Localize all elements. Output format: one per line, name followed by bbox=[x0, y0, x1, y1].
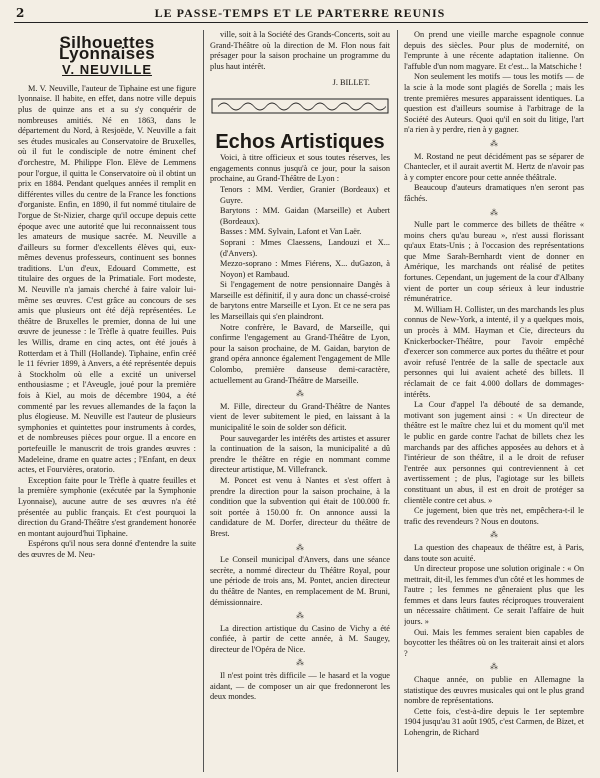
separator-asterism: ⁂ bbox=[490, 207, 498, 217]
article-paragraph: La direction artistique du Casino de Vichy a été confiée, à partir de cette année, à M. Saugey, directeur de l'Opéra de Nice. bbox=[210, 623, 390, 654]
article-paragraph: Espérons qu'il nous sera donné d'entendre la suite des œuvres de M. Neu- bbox=[18, 539, 196, 559]
decorative-ornament bbox=[210, 97, 390, 115]
column-divider bbox=[203, 30, 204, 772]
article-signature: J. BILLET. bbox=[332, 78, 370, 88]
article-paragraph: Nulle part le commerce des billets de théâtre « moins chers qu'au bureau », n'est aussi florissant qu'aux Etats-Unis ; à l'occasion des représentations que Mme Sarah-Bernhardt vient de donner en Amérique, les marchands ont réalisé de petites fortunes. Cependant, un jugement de la cour d'Albany vient de porter un coup sérieux à leur industrie rémunératrice. bbox=[404, 220, 584, 304]
list-item: Tenors : MM. Verdier, Granier (Bordeaux) et Guyre. bbox=[220, 184, 390, 205]
article-paragraph: Il n'est point très difficile — le hasard et la vogue aidant, — de composer un air que fredonneront les deux mondes. bbox=[210, 671, 390, 702]
article-paragraph: On prend une vieille marche espagnole connue depuis des siècles. Pour plus de modernité, on l'emprunte à une récente adaptation italienne. On l'affuble d'un nom magyare. Et c'est... la Matschiche ! bbox=[404, 30, 584, 71]
separator-asterism: ⁂ bbox=[296, 658, 304, 668]
article-paragraph: La Cour d'appel l'a débouté de sa demande, motivant son jugement ainsi : « Un directeur de théâtre est le maître chez lui et du moment qu'il met le public en garde contre l'achat de billets chez les marchands par des affiches apposées au dehors et à l'intérieur de son théâtre, il a le droit de refuser l'entrée aux personnes qui contreviennent à cet avertissement ; de plus, l'agiotage sur les billets constituant un abus, il est en droit de protéger sa clientèle contre cet abus. » bbox=[404, 400, 584, 505]
page-number: 2 bbox=[16, 6, 25, 20]
list-item: Barytons : MM. Gaidan (Marseille) et Aubert (Bordeaux). bbox=[220, 206, 390, 226]
article-paragraph: Un directeur propose une solution originale : « On mettrait, dit-il, les femmes d'un côté et les hommes de l'autre ; les femmes ne gêneraient plus que les femmes et dans leurs fautes réciproques trouveraient un nécessaire châtiment. Ce serait l'affaire de huit jours. » bbox=[404, 564, 584, 627]
article-paragraph: M. William H. Collister, un des marchands les plus connus de New-York, a intenté, il y a quelques mois, un procès à MM. Hayman et Cie, directeurs du Knickerbocker-Théâtre, pour l'avoir empêché d'exercer son commerce aux portes du théâtre et pour avoir refusé l'entrée de la salle de spectacle aux personnes qui lui avaient acheté des billets. Il réclamait de ce fait 4.000 dollars de dommages-intérêts. bbox=[404, 304, 584, 399]
article-paragraph: M. Poncet est venu à Nantes et s'est offert à prendre la direction pour la saison prochaine, à la condition que la subvention qui était de 100.000 fr. soit portée à 150.00 fr. On annonce aussi la candidature de M. Dorfer, directeur du théâtre de Brest. bbox=[210, 475, 390, 538]
list-item: Basses : MM. Sylvain, Lafont et Van Laër. bbox=[220, 227, 362, 237]
article-paragraph: Cette fois, c'est-à-dire depuis le 1er septembre 1904 jusqu'au 31 août 1905, c'est Carmen, de Bizet, et Lohengrin, de Richard bbox=[404, 706, 584, 737]
article-author: V. NEUVILLE bbox=[62, 62, 152, 78]
column-1 bbox=[18, 30, 196, 772]
article-paragraph: Exception faite pour le Trèfle à quatre feuilles et la première symphonie (exécutée par la Symphonie Lyonnaise), aucune autre de ses œuvres n'a été présentée au public français. Et c'est pourquoi la direction du Grand-Théâtre s'est grandement honorée en montant aujourd'hui Tiphaine. bbox=[18, 475, 196, 538]
separator-asterism: ⁂ bbox=[296, 611, 304, 621]
article-paragraph: Le Conseil municipal d'Anvers, dans une séance secrète, a nommé directeur du Théâtre Royal, pour une période de trois ans, M. Pontet, ancien directeur du théâtre de Nantes, en remplacement de M. Bruni, démissionnaire. bbox=[210, 555, 390, 607]
page-header bbox=[0, 6, 600, 28]
article-paragraph: Beaucoup d'auteurs dramatiques n'en seront pas fâchés. bbox=[404, 183, 584, 203]
separator-asterism: ⁂ bbox=[490, 662, 498, 672]
article-paragraph: Voici, à titre officieux et sous toutes réserves, les engagements connus jusqu'à ce jour, pour la saison prochaine, au Grand-Théâtre de Lyon : bbox=[210, 153, 390, 184]
article-paragraph: ville, soit à la Société des Grands-Concerts, soit au Grand-Théâtre où la direction de M. Flon nous fait présager pour la saison prochaine un programme du plus haut intérêt. bbox=[210, 30, 390, 71]
article-paragraph: M. Rostand ne peut décidément pas se séparer de Chantecler, et il aurait avertit M. Hertz de n'avoir pas à y compter encore pour cette année théâtrale. bbox=[404, 151, 584, 182]
article-paragraph: M. V. Neuville, l'auteur de Tiphaine est une figure lyonnaise. Il habite, en effet, dans notre ville depuis plus de quinze ans et a su s'y conquérir de nombreuses amitiés. Né en 1863, dans le département du Nord, à Resjoëde, V. Neuville a fait ses études musicales au Conservatoire de Bruxelles, où il fut le condisciple de notre éminent chef d'orchestre, M. Philippe Flon. Elève de Lemmens pour l'orgue, il quitta le Conservatoire où il obtint un prix en 1884. Pendant quelques années il remplit en différentes villes du centre de la France les fonctions d'organiste. Enfin, en 1890, il fut nommé titulaire de l'orgue de St-Nizier, charge qu'il occupe depuis cette époque avec une autorité que lui reconnaissent tous les amateurs de musique sacrée. M. Neuville a d'ailleurs su former d'excellents élèves qui, eux-mêmes devenus professeurs, continuent ses bonnes traditions. L'un d'eux, Edouard Commette, est titulaire des orgues de la Primatiale. Fort modeste, M. Neuville n'a jamais cherché à faire valoir lui-même ses œuvres. C'est grâce au concours de ses amis que plusieurs ont été déjà représentées. Le théâtre de Bruxelles le premier, donna de lui une œuvre de jeunesse : le Trèfle à quatre feuilles. Puis les Willis, drame en cinq actes, ont été joués à Rotterdam et à Thill (Hollande). Tiphaine, enfin créé le 11 février 1899, à Anvers, a été représentée depuis à Stockholm où elle a excité un universel enthousiasme ; et l'Aveugle, joué pour la première fois à Kiel, au mois de décembre 1904, a été commenté par les revues allemandes de la façon la plus élogieuse. M. Neuville est l'auteur de plusieurs symphonies et quintettes pour instruments à cordes, et de nombreuses pièces pour orgue. Il a encore en portefeuille le manuscrit de trois grandes œuvres : Madeleine, drame en quatre actes ; l'Enfant, en deux actes, et Fourvières, oratorio. bbox=[18, 83, 196, 475]
list-item: Soprani : Mmes Claessens, Landouzi et X... (d'Anvers). bbox=[220, 237, 390, 258]
column-divider bbox=[397, 30, 398, 772]
section-title-silhouettes: Silhouettes Lyonnaises bbox=[59, 33, 155, 63]
column-3 bbox=[404, 30, 584, 772]
engagement-list bbox=[210, 185, 390, 280]
journal-title: LE PASSE-TEMPS ET LE PARTERRE REUNIS bbox=[154, 6, 446, 20]
separator-asterism: ⁂ bbox=[490, 530, 498, 540]
article-paragraph: Notre confrère, le Bavard, de Marseille, qui confirme l'engagement au Grand-Théâtre de Lyon, pour la saison prochaine, de M. Gaidan, baryton de grand opéra annonce également l'engagement de Mlle Colombo, première danseuse demi-caractère, actuellement au Grand-Théâtre de Marseille. bbox=[210, 322, 390, 385]
article-paragraph: Non seulement les motifs — tous les motifs — de la scie à la mode sont plagiés de Sorella ; mais les trente premières mesures apparaissent identiques. La question est d'ailleurs soumise à l'arbitrage de la Société des Auteurs. Quoi qu'il en soit du litige, l'art n'a rien à y perdre, rien à y gagner. bbox=[404, 72, 584, 135]
article-paragraph: Pour sauvegarder les intérêts des artistes et assurer la continuation de la saison, la municipalité a dû prendre le théâtre en régie en nommant comme directeur artistique, M. Villefranck. bbox=[210, 433, 390, 475]
article-paragraph: Si l'engagement de notre pensionnaire Dangès à Marseille est définitif, il y aura donc un chassé-croisé de barytons entre Marseille et Lyon. Et ce ne sera pas les Marseillais qui s'en plaindront. bbox=[210, 280, 390, 322]
column-2 bbox=[210, 30, 390, 772]
article-paragraph: Oui. Mais les femmes seraient bien capables de boycotter les théâtres où on les traiterait ainsi et alors ? bbox=[404, 627, 584, 658]
separator-asterism: ⁂ bbox=[296, 542, 304, 552]
section-title-echos: Echos Artistiques bbox=[215, 130, 385, 153]
separator-asterism: ⁂ bbox=[296, 389, 304, 399]
article-paragraph: M. Fille, directeur du Grand-Théâtre de Nantes vient de lever subitement le pied, en laissant à la municipalité le soin de solder son déficit. bbox=[210, 401, 390, 432]
article-paragraph: La question des chapeaux de théâtre est, à Paris, dans toute son acuité. bbox=[404, 542, 584, 563]
header-rule bbox=[14, 22, 588, 23]
separator-asterism: ⁂ bbox=[490, 138, 498, 148]
article-paragraph: Chaque année, on publie en Allemagne la statistique des œuvres musicales qui ont le plus grand nombre de représentations. bbox=[404, 675, 584, 706]
list-item: Mezzo-soprano : Mmes Fiérens, X... duGazon, à Noyon) et Rambaud. bbox=[220, 259, 390, 279]
article-paragraph: Ce jugement, bien que très net, empêchera-t-il le trafic des revendeurs ? Nous en doutons. bbox=[404, 506, 584, 526]
